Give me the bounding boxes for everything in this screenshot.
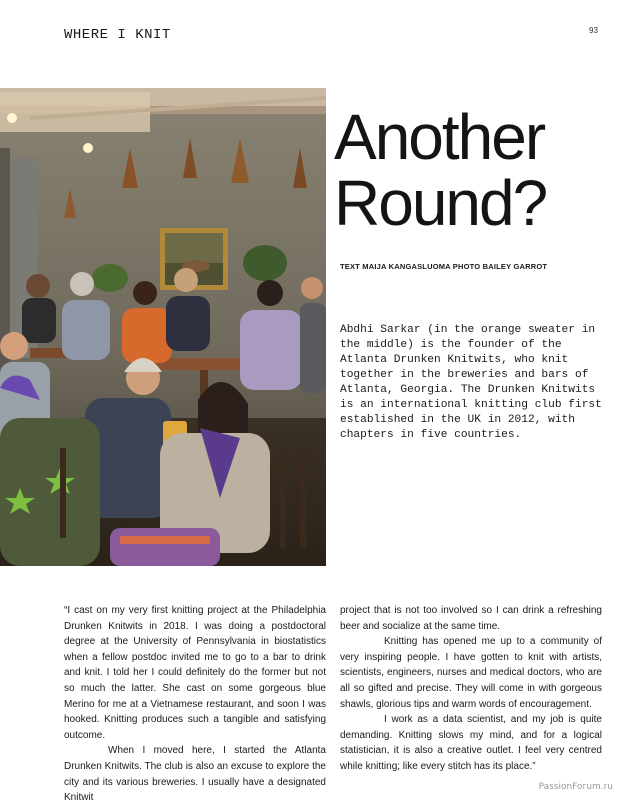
article-headline	[334, 101, 624, 239]
headline-line-1: Another	[334, 101, 545, 173]
page-number: 93	[589, 26, 598, 35]
body-column-right	[340, 603, 602, 775]
watermark: PassionForum.ru	[538, 782, 613, 792]
body-paragraph: Knitting has opened me up to a community of very inspiring people. I have gotten to knit with artists, scientists, engineers, nurses and medical doctors, who are all so gifted and precise. They will come in with gorgeous shawls, glorious tips and warm words of encouragement.	[340, 636, 602, 710]
body-paragraph: I work as a data scientist, and my job is quite demanding. Knitting slows my mind, and for a logical statistician, it is also a creative outlet. I feel very centred while knitting; like every stitch has its place.”	[340, 714, 602, 772]
headline-line-2: Round?	[334, 167, 547, 239]
intro-text: Abdhi Sarkar (in the orange sweater in the middle) is the founder of the Atlanta Drunken Knitwits, who knit together in the breweries and bars of Atlanta, Georgia. The Drunken Knitwits is an international knitting club first established in the UK in 2012, with chapters in five countries.	[340, 324, 602, 441]
body-column-left	[64, 603, 326, 806]
body-paragraph: project that is not too involved so I can drink a refreshing beer and socialize at the same time.	[340, 605, 602, 632]
section-title: WHERE I KNIT	[64, 27, 171, 43]
byline-credits: TEXT MAIJA KANGASLUOMA PHOTO BAILEY GARROT	[340, 262, 548, 271]
bar-knitting-photo	[0, 88, 326, 566]
body-paragraph: When I moved here, I started the Atlanta Drunken Knitwits. The club is also an excuse to explore the city and its various breweries. I usually have a designated Knitwit	[64, 745, 326, 804]
body-paragraph: “I cast on my very first knitting project at the Philadelphia Drunken Knitwits in 2018. I was doing a postdoctoral degree at the University of Pennsylvania in biostatistics when a fellow postdoc invited me to go to a bar to drink and knit. I told her I could definitely do the former but not so much the latter. She cast on some gorgeous blue Merino for me at a Vietnamese restaurant, and soon I was hooked. Knitting produces such a tangible and satisfying outcome.	[64, 605, 326, 741]
